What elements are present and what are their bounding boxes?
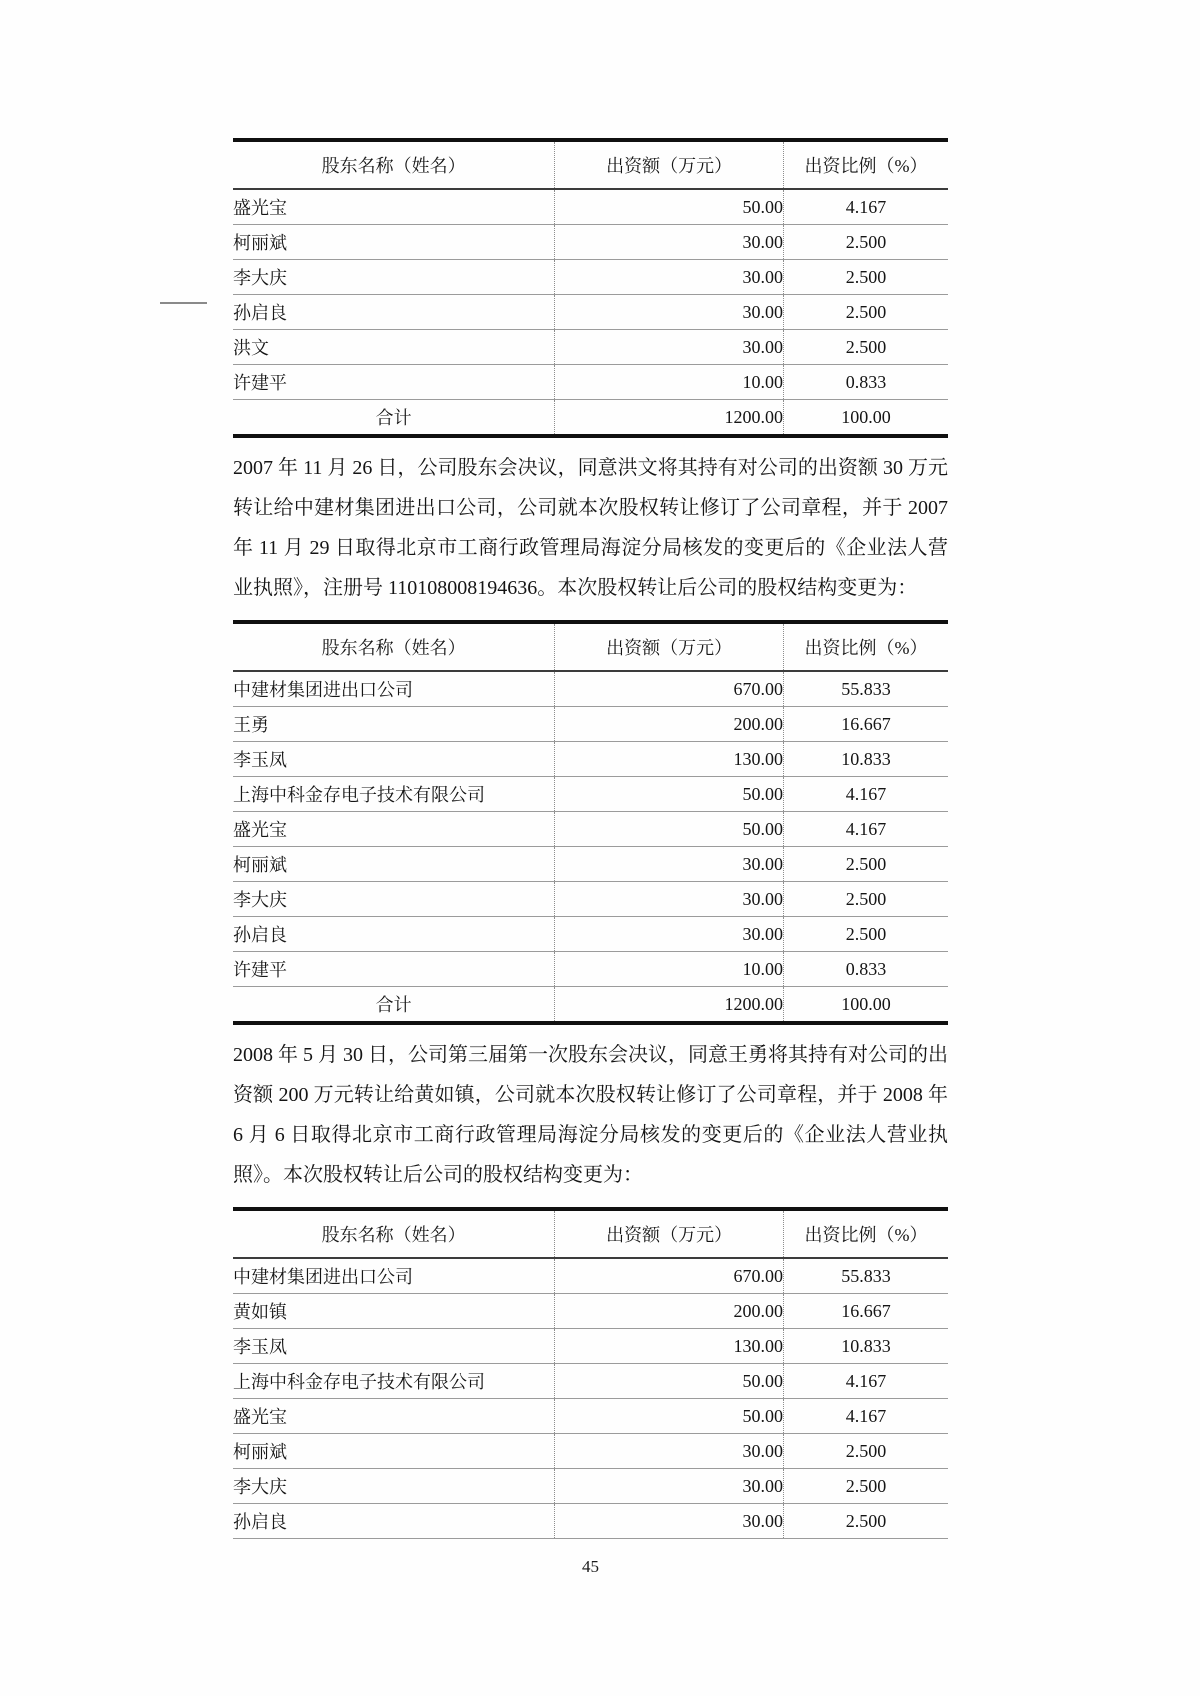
- table-row: [233, 1504, 948, 1539]
- amount-cell: 50.00: [555, 1364, 784, 1399]
- shareholder-name-cell: 王勇: [233, 707, 555, 742]
- table-header-row: [233, 1209, 948, 1258]
- percent-cell: 4.167: [784, 777, 948, 812]
- table-row: [233, 225, 948, 260]
- percent-cell: 55.833: [784, 671, 948, 707]
- page-number: 45: [582, 1557, 599, 1576]
- amount-cell: 50.00: [555, 777, 784, 812]
- shareholder-name-cell: 盛光宝: [233, 189, 555, 225]
- header-cell: 股东名称（姓名）: [233, 622, 555, 671]
- table-row: [233, 812, 948, 847]
- amount-cell: 30.00: [555, 917, 784, 952]
- shareholder-name-cell: 柯丽斌: [233, 225, 555, 260]
- total-label-cell: 合计: [375, 408, 412, 428]
- shareholder-name-cell: 中建材集团进出口公司: [233, 671, 555, 707]
- table-row: [233, 1258, 948, 1294]
- table-row: [233, 365, 948, 400]
- shareholder-name-cell: 洪文: [233, 330, 555, 365]
- amount-cell: 1200.00: [555, 400, 784, 437]
- amount-cell: 10.00: [555, 952, 784, 987]
- table-row: [233, 742, 948, 777]
- amount-cell: 30.00: [555, 847, 784, 882]
- shareholding-table-after-2008-transfer: [233, 1207, 948, 1539]
- shareholder-name-cell: 上海中科金存电子技术有限公司: [233, 1364, 555, 1399]
- paragraph-2008-transfer: 2008 年 5 月 30 日，公司第三届第一次股东会决议，同意王勇将其持有对公司的出资额 200 万元转让给黄如镇，公司就本次股权转让修订了公司章程，并于 2008 年 6 月 6 日取得北京市工商行政管理局海淀分局核发的变更后的《企业法人营业执照》。本次股权转让后公司的股权结构变更为：: [233, 1044, 948, 1186]
- shareholding-table-before-2007-transfer: [233, 138, 948, 438]
- percent-cell: 10.833: [784, 1329, 948, 1364]
- percent-cell: 0.833: [784, 952, 948, 987]
- shareholder-name-cell: 李大庆: [233, 260, 555, 295]
- table-row: [233, 295, 948, 330]
- amount-cell: 30.00: [555, 1469, 784, 1504]
- shareholding-table-after-2007-transfer: [233, 620, 948, 1025]
- amount-cell: 30.00: [555, 225, 784, 260]
- shareholder-name-cell: 黄如镇: [233, 1294, 555, 1329]
- percent-cell: 4.167: [784, 1364, 948, 1399]
- amount-cell: 30.00: [555, 1434, 784, 1469]
- table-row: [233, 1294, 948, 1329]
- table-row: [233, 707, 948, 742]
- amount-cell: 30.00: [555, 1504, 784, 1539]
- shareholder-name-cell: 盛光宝: [233, 1399, 555, 1434]
- percent-cell: 2.500: [784, 330, 948, 365]
- shareholder-name-cell: 孙启良: [233, 917, 555, 952]
- percent-cell: 2.500: [784, 847, 948, 882]
- table-row: [233, 1329, 948, 1364]
- amount-cell: 30.00: [555, 260, 784, 295]
- percent-cell: 2.500: [784, 295, 948, 330]
- amount-cell: 670.00: [555, 1258, 784, 1294]
- shareholder-name-cell: 孙启良: [233, 1504, 555, 1539]
- header-cell: 出资额（万元）: [555, 140, 784, 189]
- shareholder-name-cell: 柯丽斌: [233, 847, 555, 882]
- amount-cell: 130.00: [555, 742, 784, 777]
- table-total-row: [233, 400, 948, 437]
- table-row: [233, 847, 948, 882]
- table-total-row: [233, 987, 948, 1024]
- table-header-row: [233, 140, 948, 189]
- percent-cell: 100.00: [784, 987, 948, 1024]
- percent-cell: 2.500: [784, 882, 948, 917]
- header-cell: 出资比例（%）: [784, 1209, 948, 1258]
- table-row: [233, 917, 948, 952]
- header-cell: 股东名称（姓名）: [233, 1209, 555, 1258]
- shareholder-name-cell: 上海中科金存电子技术有限公司: [233, 777, 555, 812]
- shareholder-name-cell: 中建材集团进出口公司: [233, 1258, 555, 1294]
- table-row: [233, 1399, 948, 1434]
- percent-cell: 16.667: [784, 1294, 948, 1329]
- percent-cell: 2.500: [784, 260, 948, 295]
- table-row: [233, 671, 948, 707]
- amount-cell: 1200.00: [555, 987, 784, 1024]
- percent-cell: 4.167: [784, 1399, 948, 1434]
- total-label-cell: 合计: [375, 995, 412, 1015]
- amount-cell: 30.00: [555, 882, 784, 917]
- table-row: [233, 330, 948, 365]
- shareholder-name-cell: 许建平: [233, 365, 555, 400]
- percent-cell: 0.833: [784, 365, 948, 400]
- percent-cell: 10.833: [784, 742, 948, 777]
- table-row: [233, 260, 948, 295]
- shareholder-name-cell: 孙启良: [233, 295, 555, 330]
- shareholder-name-cell: 柯丽斌: [233, 1434, 555, 1469]
- header-cell: 出资比例（%）: [784, 140, 948, 189]
- header-cell: 出资比例（%）: [784, 622, 948, 671]
- percent-cell: 16.667: [784, 707, 948, 742]
- percent-cell: 4.167: [784, 812, 948, 847]
- table-row: [233, 1469, 948, 1504]
- amount-cell: 50.00: [555, 189, 784, 225]
- amount-cell: 30.00: [555, 330, 784, 365]
- amount-cell: 30.00: [555, 295, 784, 330]
- amount-cell: 200.00: [555, 707, 784, 742]
- percent-cell: 100.00: [784, 400, 948, 437]
- margin-dash: [160, 302, 207, 304]
- amount-cell: 50.00: [555, 812, 784, 847]
- amount-cell: 200.00: [555, 1294, 784, 1329]
- shareholder-name-cell: 许建平: [233, 952, 555, 987]
- percent-cell: 4.167: [784, 189, 948, 225]
- shareholder-name-cell: 盛光宝: [233, 812, 555, 847]
- table-row: [233, 1434, 948, 1469]
- percent-cell: 2.500: [784, 917, 948, 952]
- table-row: [233, 189, 948, 225]
- table-row: [233, 952, 948, 987]
- amount-cell: 670.00: [555, 671, 784, 707]
- shareholder-name-cell: 李大庆: [233, 882, 555, 917]
- amount-cell: 10.00: [555, 365, 784, 400]
- table-row: [233, 1364, 948, 1399]
- header-cell: 出资额（万元）: [555, 1209, 784, 1258]
- paragraph-2007-transfer: 2007 年 11 月 26 日，公司股东会决议，同意洪文将其持有对公司的出资额 30 万元转让给中建材集团进出口公司，公司就本次股权转让修订了公司章程，并于 2007 年 11 月 29 日取得北京市工商行政管理局海淀分局核发的变更后的《企业法人营业执照》，注册号 110108008194636。本次股权转让后公司的股权结构变更为：: [233, 457, 948, 599]
- shareholder-name-cell: 李玉凤: [233, 1329, 555, 1364]
- header-cell: 股东名称（姓名）: [233, 140, 555, 189]
- header-cell: 出资额（万元）: [555, 622, 784, 671]
- amount-cell: 50.00: [555, 1399, 784, 1434]
- table-row: [233, 777, 948, 812]
- percent-cell: 2.500: [784, 1469, 948, 1504]
- percent-cell: 55.833: [784, 1258, 948, 1294]
- table-row: [233, 882, 948, 917]
- percent-cell: 2.500: [784, 1434, 948, 1469]
- table-header-row: [233, 622, 948, 671]
- amount-cell: 130.00: [555, 1329, 784, 1364]
- shareholder-name-cell: 李大庆: [233, 1469, 555, 1504]
- percent-cell: 2.500: [784, 1504, 948, 1539]
- percent-cell: 2.500: [784, 225, 948, 260]
- shareholder-name-cell: 李玉凤: [233, 742, 555, 777]
